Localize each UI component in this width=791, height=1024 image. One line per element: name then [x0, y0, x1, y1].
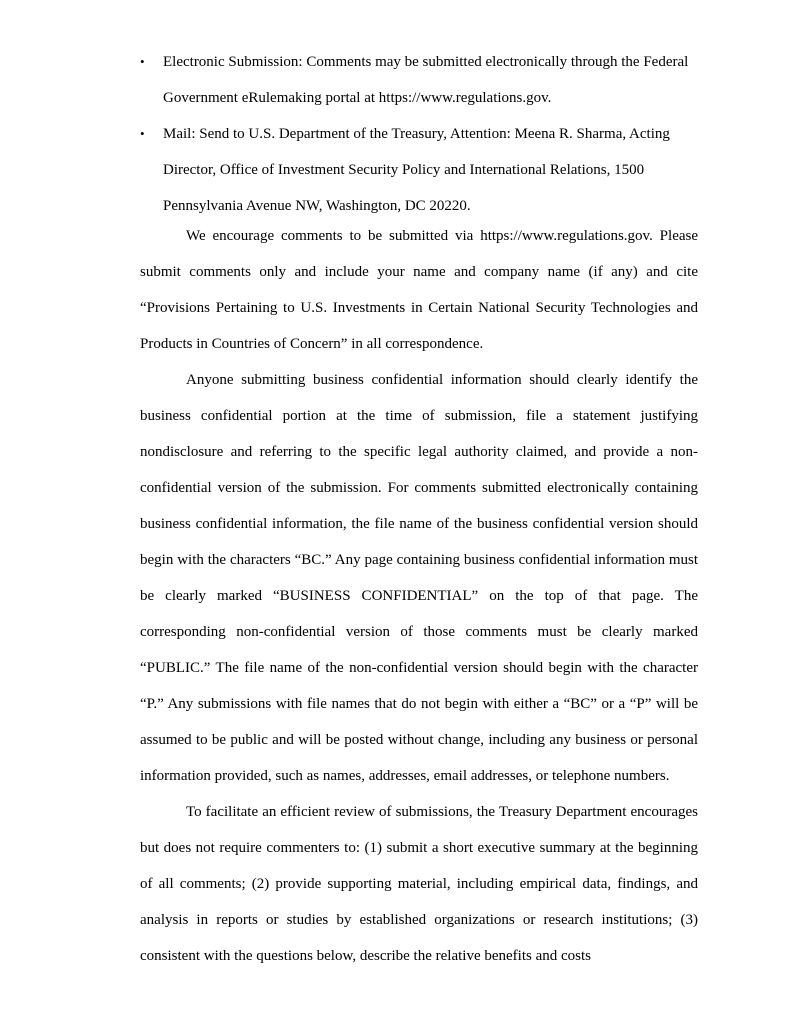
list-item-electronic-submission — [140, 44, 700, 116]
paragraph-comment-instructions: We encourage comments to be submitted via https://www.regulations.gov. Please submit comments only and include your name and company name (if any) and cite “Provisions Pertaining to U.S. Investments in Certain National Security Technologies and Products in Countries of Concern” in all correspondence. — [140, 228, 698, 352]
bullet-text: Mail: Send to U.S. Department of the Treasury, Attention: Meena R. Sharma, Acting Director, Office of Investment Security Policy and International Relations, 1500 Pennsylvania Avenue NW, Washington, DC 20220. — [163, 126, 670, 214]
bullet-icon: • — [140, 126, 145, 141]
paragraph-business-confidential: Anyone submitting business confidential information should clearly identify the business confidential portion at the time of submission, file a statement justifying nondisclosure and referring to the specific legal authority claimed, and provide a non-confidential version of the submission. For comments submitted electronically containing business confidential information, the file name of the business confidential version should begin with the characters “BC.” Any page containing business confidential information must be clearly marked “BUSINESS CONFIDENTIAL” on the top of that page. The corresponding non-confidential version of those comments must be clearly marked “PUBLIC.” The file name of the non-confidential version should begin with the character “P.” Any submissions with file names that do not begin with either a “BC” or a “P” will be assumed to be public and will be posted without change, including any business or personal information provided, such as names, addresses, email addresses, or telephone numbers. — [140, 372, 698, 784]
list-item-mail-submission — [140, 116, 700, 224]
body-text — [140, 218, 698, 974]
bullet-text: Electronic Submission: Comments may be submitted electronically through the Federal Government eRulemaking portal at https://www.regulations.gov. — [163, 54, 689, 106]
bullet-icon: • — [140, 54, 145, 69]
paragraph-efficient-review: To facilitate an efficient review of submissions, the Treasury Department encourages but does not require commenters to: (1) submit a short executive summary at the beginning of all comments; (2) provide supporting material, including empirical data, findings, and analysis in reports or studies by established organizations or research institutions; (3) consistent with the questions below, describe the relative benefits and costs — [140, 804, 698, 964]
submission-methods-list — [140, 44, 700, 224]
